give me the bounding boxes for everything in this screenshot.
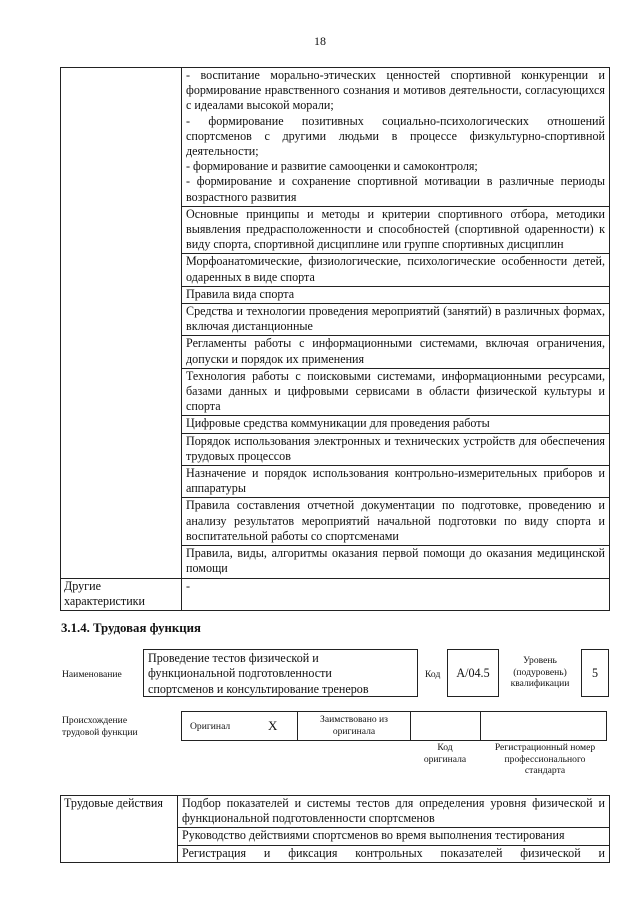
divider <box>410 712 411 740</box>
knowledge-cell: Правила вида спорта <box>182 286 610 303</box>
section-heading: 3.1.4. Трудовая функция <box>61 621 201 635</box>
level-value-box: 5 <box>581 649 609 697</box>
original-label: Оригинал <box>190 721 231 732</box>
table-row <box>61 578 610 610</box>
knowledge-cell: Регламенты работы с информационными системами, включая ограничения, допуски и порядок их применения <box>182 336 610 368</box>
function-name-box: Проведение тестов физической и функциональной подготовленности спортсменов и консультирование тренеров <box>143 649 418 697</box>
knowledge-cell: Порядок использования электронных и технических устройств для обеспечения трудовых процессов <box>182 433 610 465</box>
knowledge-cell: Морфоанатомические, физиологические, психологические особенности детей, одаренных в виде спорта <box>182 254 610 286</box>
list-item: - формирование и сохранение спортивной мотивации в различные периоды возрастного развития <box>186 174 605 204</box>
labor-action-cell: Руководство действиями спортсменов во время выполнения тестирования <box>178 828 610 845</box>
other-characteristics-value: - <box>182 578 610 610</box>
labor-actions-label: Трудовые действия <box>61 796 178 863</box>
knowledge-cell <box>182 68 610 207</box>
origin-label: Происхождение трудовой функции <box>62 715 138 738</box>
other-characteristics-label: Другие характеристики <box>61 578 182 610</box>
knowledge-label-cell <box>61 68 182 579</box>
list-item: - формирование позитивных социально-психологических отношений спортсменов с другими людьми в процессе физкультурно-спортивной деятельности; <box>186 113 605 159</box>
knowledge-cell: Правила составления отчетной документации по подготовке, проведению и анализу результатов мероприятий начальной подготовки по виду спорта и воспитательной работы со спортсменами <box>182 498 610 546</box>
table-row <box>61 796 610 828</box>
knowledge-cell: Правила, виды, алгоритмы оказания первой помощи до оказания медицинской помощи <box>182 546 610 578</box>
code-value-box: A/04.5 <box>447 649 499 697</box>
knowledge-cell: Технология работы с поисковыми системами, информационными ресурсами, базами данных и цифровыми сервисами в области физической культуры и спорта <box>182 368 610 416</box>
name-label: Наименование <box>62 669 122 680</box>
origin-boxes <box>181 711 607 741</box>
knowledge-cell: Основные принципы и методы и критерии спортивного отбора, методики выявления предрасположенности и способностей (спортивной одаренности) к виду спорта, спортивной дисциплине или группе спортивных дисциплин <box>182 206 610 254</box>
borrowed-label: Заимствовано из оригинала <box>320 714 388 737</box>
labor-action-cell: Регистрация и фиксация контрольных показателей физической и <box>178 845 610 862</box>
list-item: - формирование и развитие самооценки и самоконтроля; <box>186 159 478 174</box>
knowledge-cell: Цифровые средства коммуникации для проведения работы <box>182 416 610 433</box>
list-item: - воспитание морально-этических ценностей спортивной конкуренции и формирование нравственного сознания и мотивов деятельности, согласующихся с идеалами высокой морали; <box>186 68 605 113</box>
labor-action-cell: Подбор показателей и системы тестов для определения уровня физической и функциональной подготовленности спортсменов <box>178 796 610 828</box>
code-label: Код <box>425 669 441 680</box>
level-label: Уровень (подуровень) квалификации <box>510 655 570 689</box>
knowledge-cell: Назначение и порядок использования контрольно-измерительных приборов и аппаратуры <box>182 466 610 498</box>
labor-actions-table <box>60 795 610 863</box>
knowledge-table <box>60 67 610 611</box>
original-mark: X <box>268 718 278 733</box>
knowledge-cell: Средства и технологии проведения мероприятий (занятий) в различных формах, включая дистанционные <box>182 304 610 336</box>
page-number: 18 <box>314 34 326 48</box>
code-original-caption: Код оригинала <box>423 742 467 765</box>
divider <box>480 712 481 740</box>
table-row <box>61 68 610 207</box>
registration-number-caption: Регистрационный номер профессионального стандарта <box>494 742 596 776</box>
